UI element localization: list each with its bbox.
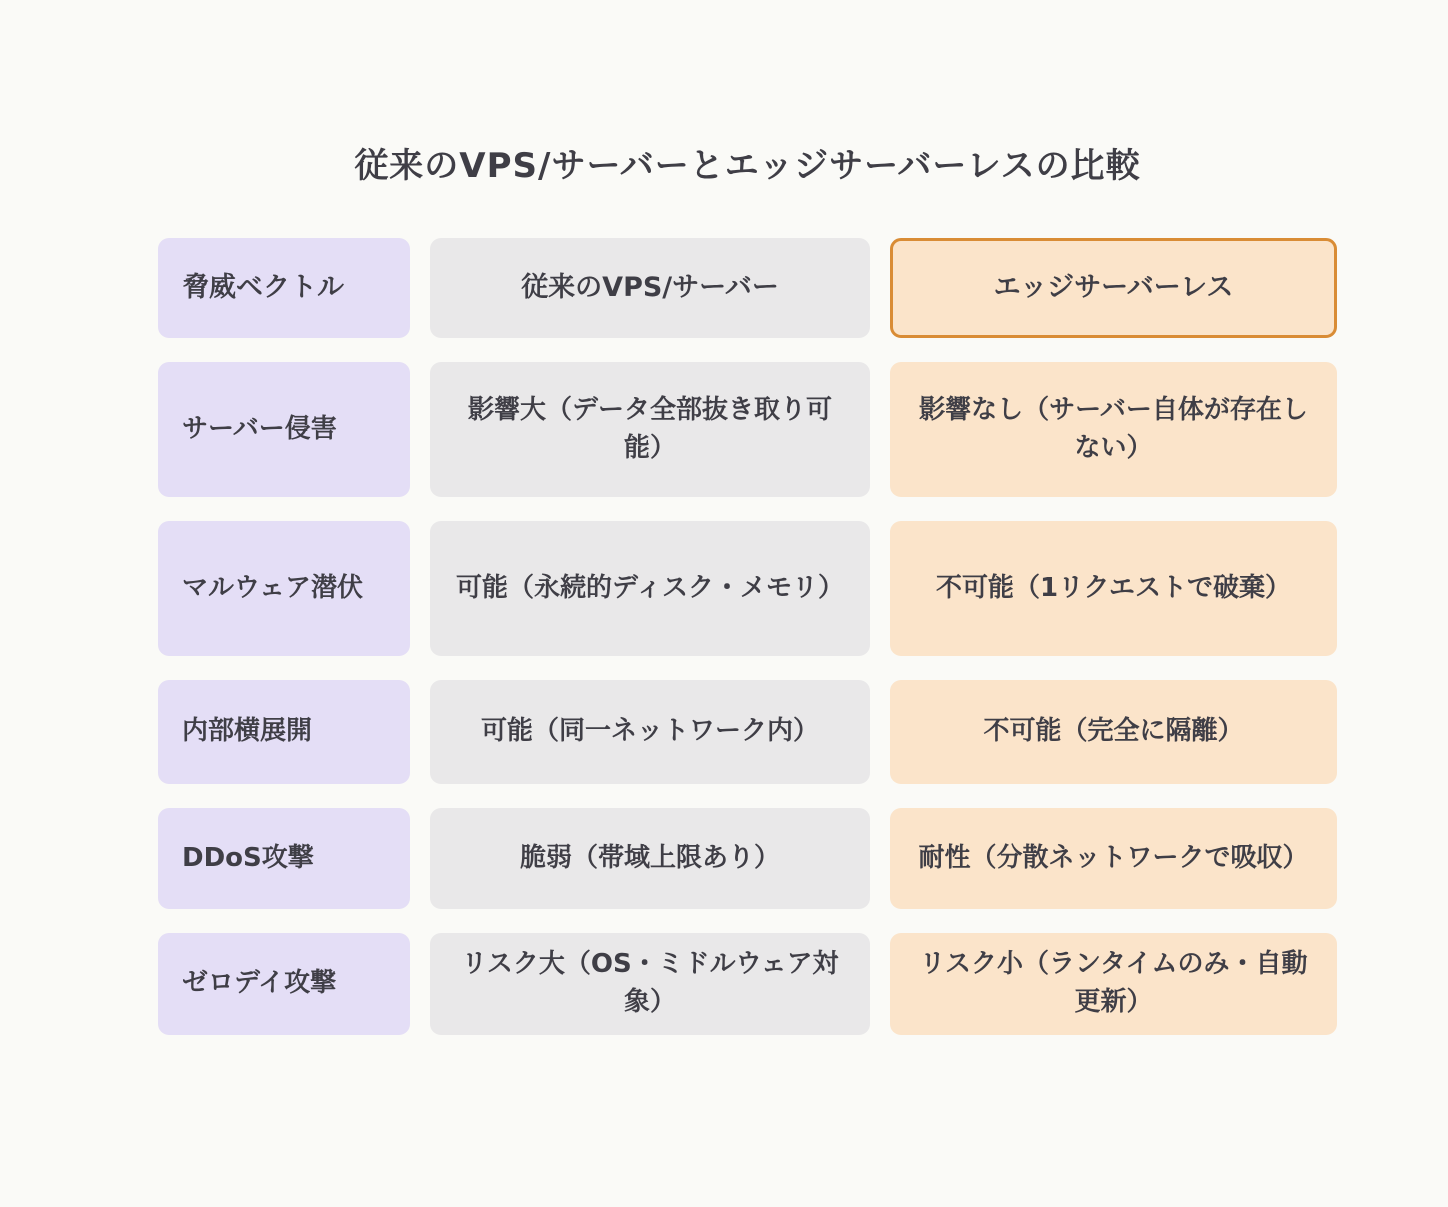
row-server-compromise-threat-label: サーバー侵害 bbox=[158, 362, 410, 497]
header-cell-traditional-vps: 従来のVPS/サーバー bbox=[430, 238, 870, 338]
row-zero-day-attack-threat-label: ゼロデイ攻撃 bbox=[158, 933, 410, 1035]
row-ddos-attack-edge-cell: 耐性（分散ネットワークで吸収） bbox=[890, 808, 1337, 909]
row-ddos-attack-threat-label: DDoS攻撃 bbox=[158, 808, 410, 909]
row-lateral-movement-threat-label: 内部横展開 bbox=[158, 680, 410, 784]
row-lateral-movement-vps-cell: 可能（同一ネットワーク内） bbox=[430, 680, 870, 784]
header-cell-edge-serverless: エッジサーバーレス bbox=[890, 238, 1337, 338]
row-malware-persistence-vps-cell: 可能（永続的ディスク・メモリ） bbox=[430, 521, 870, 656]
row-server-compromise-vps-cell: 影響大（データ全部抜き取り可能） bbox=[430, 362, 870, 497]
row-zero-day-attack-vps-cell: リスク大（OS・ミドルウェア対象） bbox=[430, 933, 870, 1035]
row-ddos-attack-vps-cell: 脆弱（帯域上限あり） bbox=[430, 808, 870, 909]
comparison-table bbox=[158, 238, 1337, 1035]
row-lateral-movement-edge-cell: 不可能（完全に隔離） bbox=[890, 680, 1337, 784]
row-server-compromise-edge-cell: 影響なし（サーバー自体が存在しない） bbox=[890, 362, 1337, 497]
row-malware-persistence-threat-label: マルウェア潜伏 bbox=[158, 521, 410, 656]
row-malware-persistence-edge-cell: 不可能（1リクエストで破棄） bbox=[890, 521, 1337, 656]
header-cell-threat-vector: 脅威ベクトル bbox=[158, 238, 410, 338]
row-zero-day-attack-edge-cell: リスク小（ランタイムのみ・自動更新） bbox=[890, 933, 1337, 1035]
page-title: 従来のVPS/サーバーとエッジサーバーレスの比較 bbox=[354, 146, 1141, 186]
